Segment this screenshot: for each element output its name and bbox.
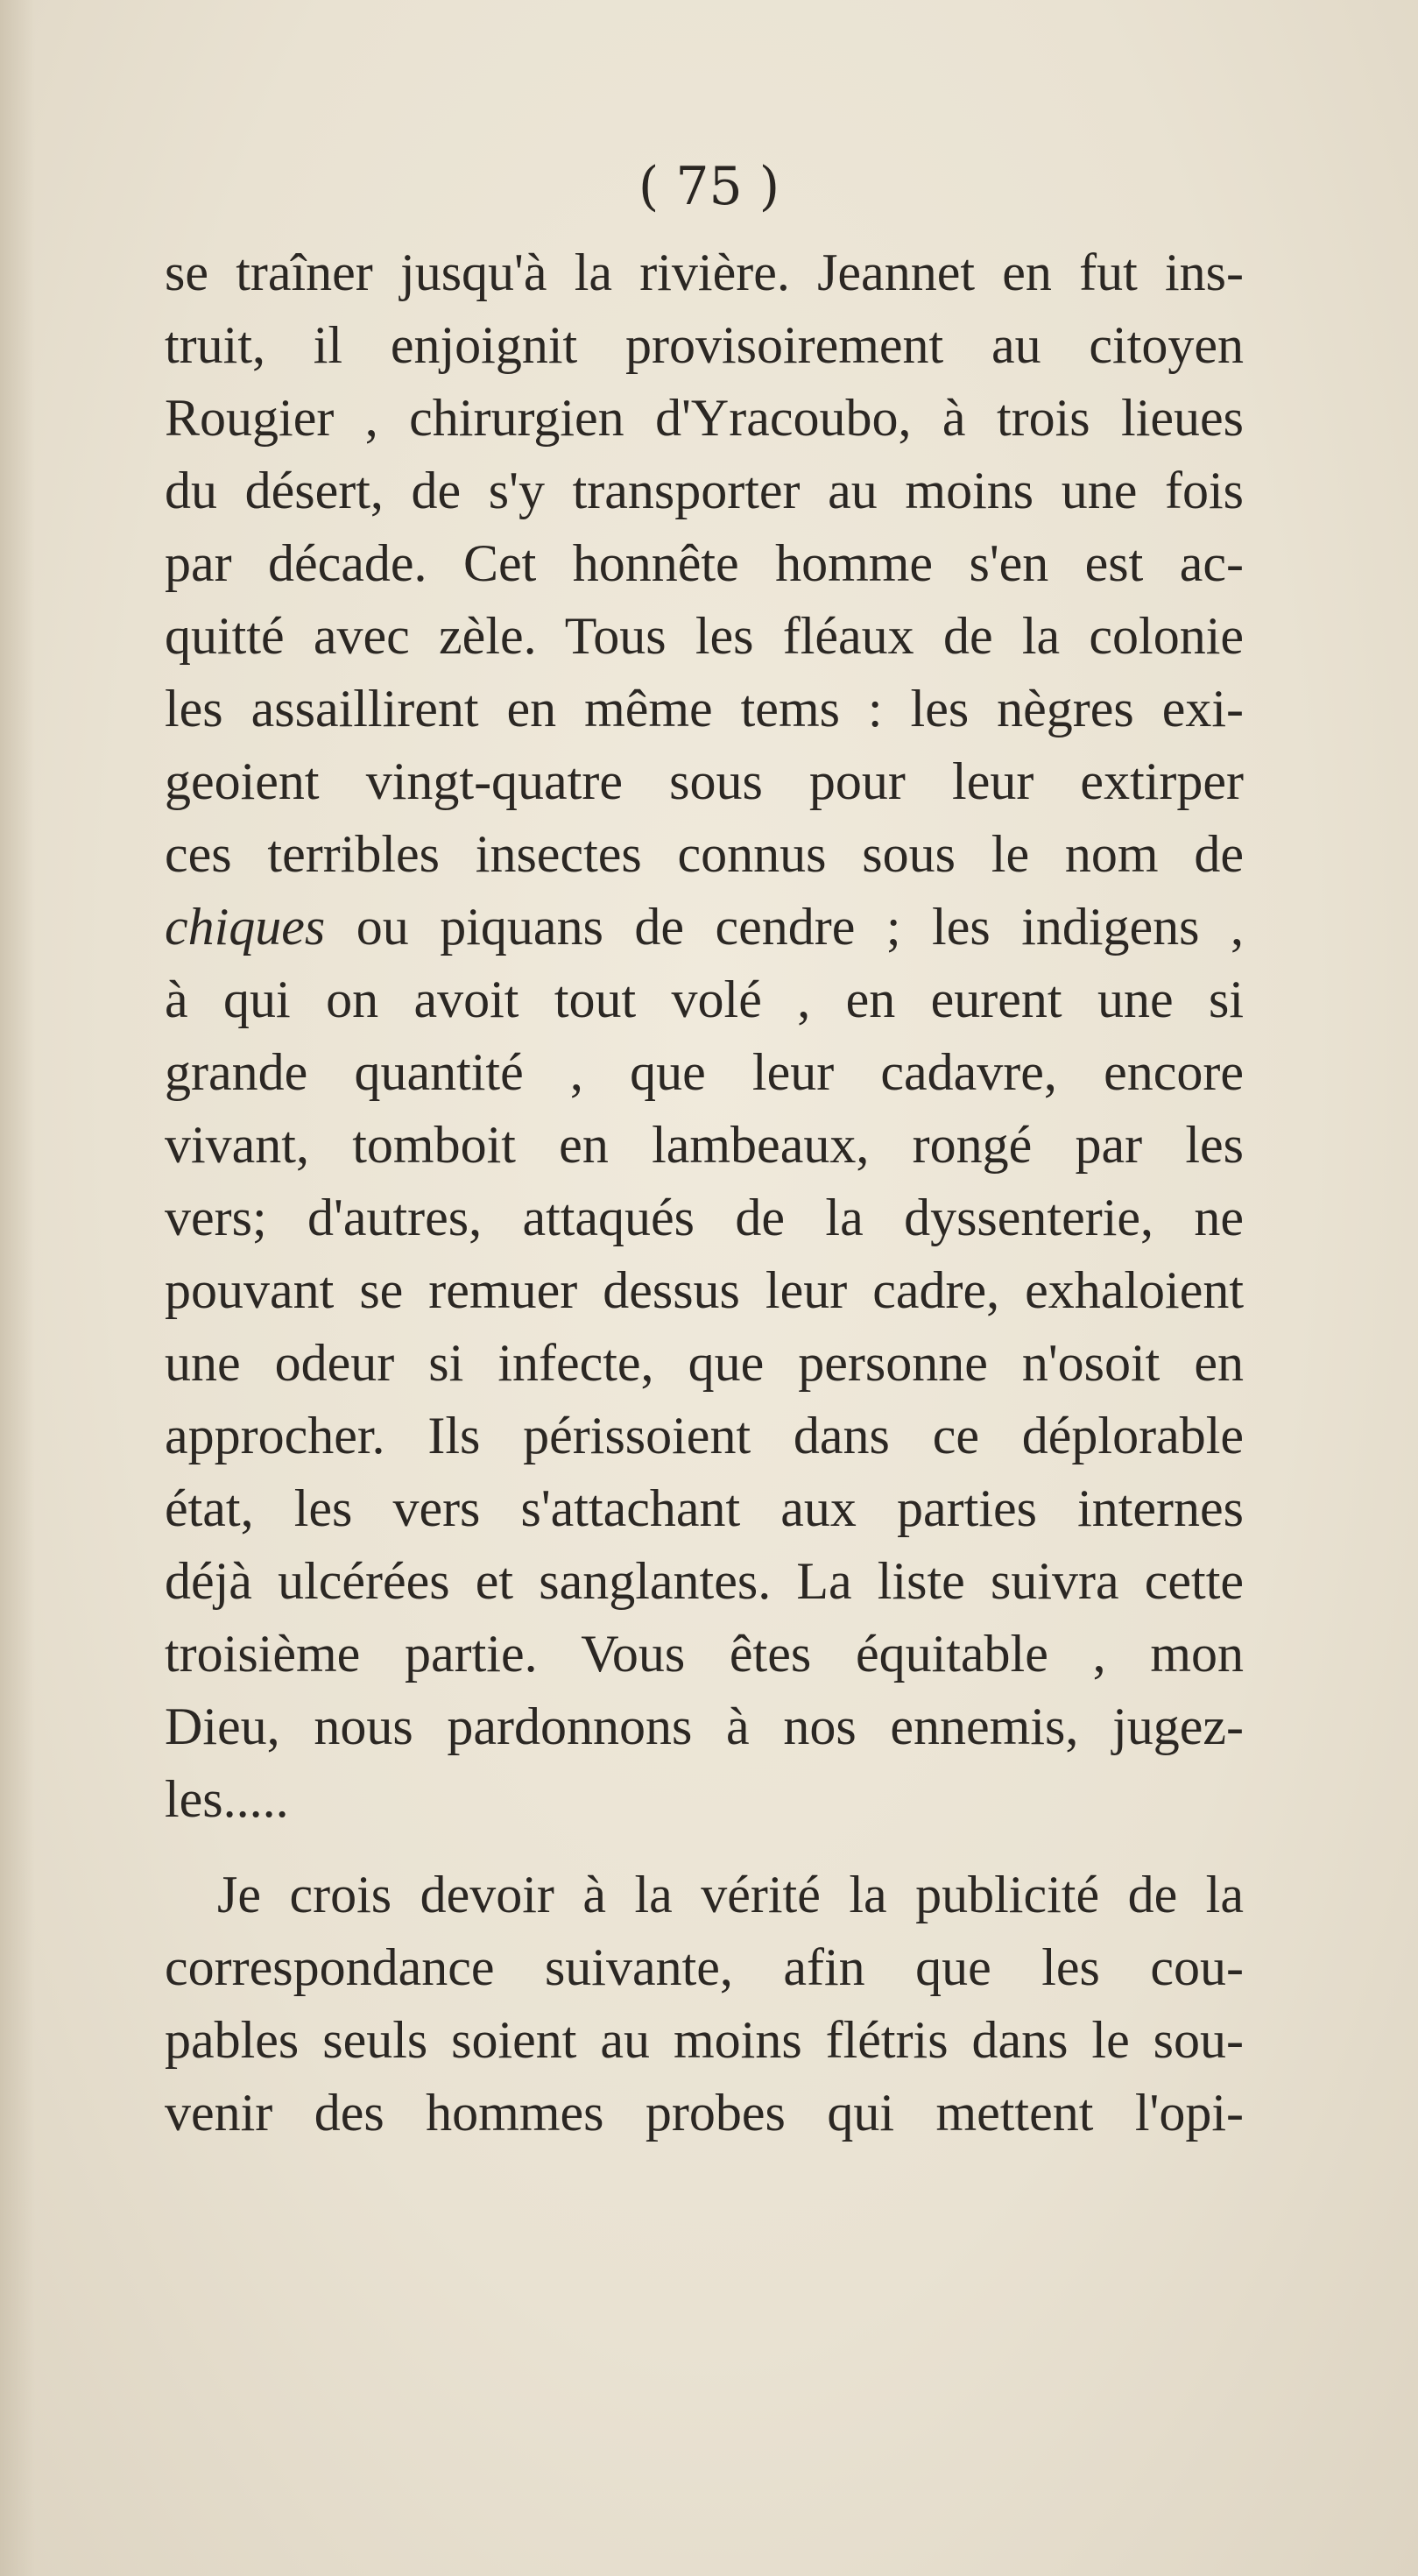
text-line: les..... [165, 1770, 289, 1828]
text-line: pables seuls soient au moins flétris dans le sou- [165, 2011, 1244, 2069]
page-number: ( 75 ) [638, 156, 780, 217]
text-line: une odeur si infecte, que personne n'osoit en [165, 1334, 1244, 1392]
italic-term: chiques [165, 898, 326, 956]
text-line-rest: ou piquans de cendre ; les indigens , [325, 898, 1244, 956]
text-line: vers; d'autres, attaqués de la dyssenterie, ne [165, 1189, 1244, 1246]
text-line: correspondance suivante, afin que les cou- [165, 1938, 1244, 1996]
text-line: vivant, tomboit en lambeaux, rongé par les [165, 1116, 1244, 1174]
text-line: grande quantité , que leur cadavre, encore [165, 1043, 1244, 1101]
text-line: quitté avec zèle. Tous les fléaux de la colonie [165, 607, 1244, 665]
text-line-with-italic [165, 891, 1244, 963]
text-line: à qui on avoit tout volé , en eurent une si [165, 970, 1244, 1028]
text-line: troisième partie. Vous êtes équitable , mon [165, 1625, 1244, 1683]
paragraph-gap [165, 1836, 1244, 1859]
text-line: les assaillirent en même tems : les nègres exi- [165, 680, 1244, 738]
text-line: Dieu, nous pardonnons à nos ennemis, jugez- [165, 1697, 1244, 1755]
page-edge-shadow [0, 0, 35, 2576]
body-text [165, 236, 1244, 2149]
text-line: Rougier , chirurgien d'Yracoubo, à trois lieues [165, 389, 1244, 447]
text-line: pouvant se remuer dessus leur cadre, exhaloient [165, 1261, 1244, 1319]
text-line: geoient vingt-quatre sous pour leur extirper [165, 752, 1244, 810]
text-line: Je crois devoir à la vérité la publicité de la [217, 1866, 1244, 1923]
text-line: approcher. Ils périssoient dans ce déplorable [165, 1407, 1244, 1464]
text-line: se traîner jusqu'à la rivière. Jeannet en fut ins- [165, 243, 1244, 301]
text-line: truit, il enjoignit provisoirement au citoyen [165, 316, 1244, 374]
text-line: état, les vers s'attachant aux parties internes [165, 1479, 1244, 1537]
text-line: venir des hommes probes qui mettent l'opi- [165, 2084, 1244, 2142]
text-line: ces terribles insectes connus sous le nom de [165, 825, 1244, 883]
text-line: déjà ulcérées et sanglantes. La liste suivra cette [165, 1552, 1244, 1610]
text-line: du désert, de s'y transporter au moins une fois [165, 462, 1244, 519]
text-line: par décade. Cet honnête homme s'en est ac- [165, 534, 1244, 592]
